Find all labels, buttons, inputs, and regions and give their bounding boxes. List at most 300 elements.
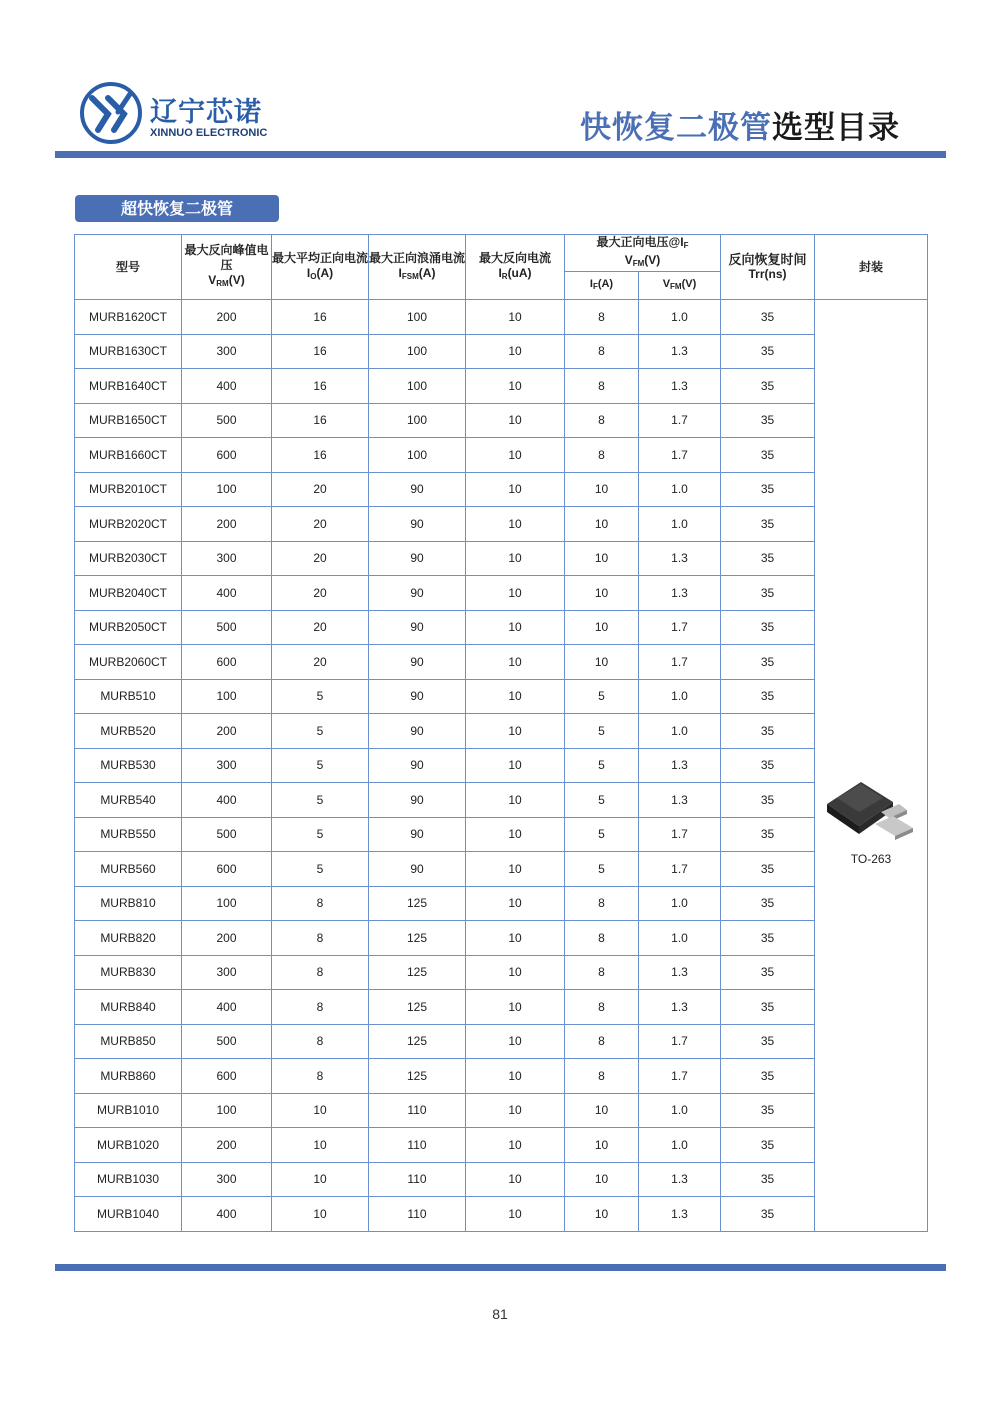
cell-ifsm: 125	[369, 1024, 466, 1059]
cell-model: MURB520	[75, 714, 182, 749]
cell-if: 10	[565, 1197, 639, 1232]
cell-ifsm: 100	[369, 334, 466, 369]
header-trr-label: 反向恢复时间	[728, 252, 807, 267]
cell-model: MURB850	[75, 1024, 182, 1059]
cell-vrrm: 200	[182, 507, 272, 542]
cell-vrrm: 300	[182, 1162, 272, 1197]
table-row	[75, 1093, 928, 1128]
cell-trr: 35	[721, 334, 815, 369]
cell-io: 8	[272, 886, 369, 921]
header-io-label: 最大平均正向电流	[272, 250, 369, 265]
cell-trr: 35	[721, 438, 815, 473]
cell-vrrm: 300	[182, 748, 272, 783]
table-row	[75, 1197, 928, 1232]
cell-ifsm: 100	[369, 300, 466, 335]
table-row	[75, 403, 928, 438]
cell-io: 16	[272, 300, 369, 335]
header-model: 型号	[75, 235, 182, 300]
cell-trr: 35	[721, 576, 815, 611]
cell-vfm: 1.3	[639, 783, 721, 818]
cell-if: 8	[565, 990, 639, 1025]
cell-ifsm: 100	[369, 369, 466, 404]
cell-ifsm: 90	[369, 748, 466, 783]
cell-ifsm: 90	[369, 541, 466, 576]
table-row	[75, 334, 928, 369]
cell-trr: 35	[721, 1197, 815, 1232]
cell-model: MURB860	[75, 1059, 182, 1094]
cell-vfm: 1.7	[639, 1024, 721, 1059]
xinnuo-logo-icon	[78, 80, 144, 146]
logo-english-name: XINNUO ELECTRONIC	[150, 127, 268, 139]
cell-vrrm: 500	[182, 1024, 272, 1059]
table-row	[75, 679, 928, 714]
page-title-part2: 选型目录	[772, 110, 900, 146]
company-logo	[78, 80, 278, 150]
cell-model: MURB2050CT	[75, 610, 182, 645]
header-vf-label	[565, 235, 720, 253]
vf-label-text: 最大正向电压@I	[596, 235, 684, 249]
cell-vrrm: 400	[182, 783, 272, 818]
cell-model: MURB1660CT	[75, 438, 182, 473]
cell-ifsm: 90	[369, 645, 466, 680]
cell-vfm: 1.3	[639, 955, 721, 990]
cell-if: 8	[565, 403, 639, 438]
cell-trr: 35	[721, 1128, 815, 1163]
cell-model: MURB550	[75, 817, 182, 852]
table-row	[75, 541, 928, 576]
cell-ifsm: 90	[369, 507, 466, 542]
cell-if: 10	[565, 472, 639, 507]
cell-ifsm: 90	[369, 610, 466, 645]
cell-vfm: 1.7	[639, 403, 721, 438]
cell-io: 5	[272, 852, 369, 887]
cell-ir: 10	[466, 1197, 565, 1232]
logo-chinese-name: 辽宁芯诺	[150, 97, 262, 128]
io-unit: (A)	[316, 265, 334, 280]
cell-vrrm: 300	[182, 541, 272, 576]
cell-vfm: 1.7	[639, 610, 721, 645]
cell-io: 16	[272, 403, 369, 438]
cell-model: MURB1630CT	[75, 334, 182, 369]
cell-if: 8	[565, 438, 639, 473]
cell-vfm: 1.3	[639, 748, 721, 783]
cell-vrrm: 200	[182, 921, 272, 956]
cell-vrrm: 600	[182, 1059, 272, 1094]
table-row	[75, 990, 928, 1025]
vrrm-symbol: V	[208, 273, 217, 287]
cell-ir: 10	[466, 438, 565, 473]
cell-io: 20	[272, 645, 369, 680]
header-ir	[466, 235, 565, 300]
cell-trr: 35	[721, 610, 815, 645]
vfm-subscript: FM	[670, 282, 682, 291]
cell-vrrm: 500	[182, 610, 272, 645]
cell-trr: 35	[721, 955, 815, 990]
cell-trr: 35	[721, 472, 815, 507]
cell-if: 8	[565, 921, 639, 956]
table-row	[75, 817, 928, 852]
cell-vfm: 1.3	[639, 1197, 721, 1232]
cell-vrrm: 200	[182, 300, 272, 335]
cell-vfm: 1.3	[639, 369, 721, 404]
cell-io: 20	[272, 610, 369, 645]
cell-ir: 10	[466, 541, 565, 576]
cell-if: 5	[565, 748, 639, 783]
cell-model: MURB1620CT	[75, 300, 182, 335]
cell-vfm: 1.0	[639, 921, 721, 956]
cell-vfm: 1.7	[639, 852, 721, 887]
table-row	[75, 783, 928, 818]
cell-io: 5	[272, 817, 369, 852]
cell-trr: 35	[721, 300, 815, 335]
cell-ir: 10	[466, 679, 565, 714]
ir-symbol: I	[498, 265, 502, 280]
cell-ifsm: 110	[369, 1162, 466, 1197]
header-vrrm	[182, 235, 272, 300]
vf-symbol: V	[624, 253, 633, 267]
cell-model: MURB2030CT	[75, 541, 182, 576]
cell-io: 20	[272, 541, 369, 576]
cell-if: 8	[565, 1024, 639, 1059]
cell-io: 5	[272, 783, 369, 818]
cell-ir: 10	[466, 507, 565, 542]
header-io-unit	[272, 266, 368, 284]
cell-ir: 10	[466, 403, 565, 438]
cell-ir: 10	[466, 955, 565, 990]
cell-model: MURB2020CT	[75, 507, 182, 542]
cell-if: 5	[565, 783, 639, 818]
cell-io: 20	[272, 576, 369, 611]
cell-ir: 10	[466, 1162, 565, 1197]
cell-vfm: 1.3	[639, 990, 721, 1025]
cell-ifsm: 125	[369, 990, 466, 1025]
cell-trr: 35	[721, 1024, 815, 1059]
vrrm-unit: (V)	[228, 273, 245, 287]
if-unit: (A)	[597, 278, 614, 290]
header-trr	[721, 235, 815, 300]
cell-vfm: 1.0	[639, 1093, 721, 1128]
cell-vfm: 1.7	[639, 438, 721, 473]
header-trr-unit: Trr(ns)	[748, 267, 787, 281]
cell-ifsm: 100	[369, 438, 466, 473]
cell-io: 10	[272, 1093, 369, 1128]
cell-vfm: 1.3	[639, 334, 721, 369]
cell-vrrm: 300	[182, 955, 272, 990]
cell-trr: 35	[721, 369, 815, 404]
cell-model: MURB1020	[75, 1128, 182, 1163]
header-if	[565, 272, 639, 300]
cell-io: 10	[272, 1128, 369, 1163]
vfm-unit: (V)	[681, 278, 697, 290]
table-row	[75, 852, 928, 887]
cell-trr: 35	[721, 921, 815, 956]
cell-vfm: 1.7	[639, 817, 721, 852]
cell-ifsm: 110	[369, 1128, 466, 1163]
cell-vrrm: 400	[182, 576, 272, 611]
header-package: 封装	[815, 235, 928, 300]
cell-ir: 10	[466, 1059, 565, 1094]
cell-ifsm: 125	[369, 1059, 466, 1094]
header-ir-label: 最大反向电流	[478, 250, 551, 265]
cell-trr: 35	[721, 679, 815, 714]
cell-trr: 35	[721, 645, 815, 680]
cell-ifsm: 110	[369, 1093, 466, 1128]
ifsm-symbol: I	[398, 265, 402, 280]
cell-io: 8	[272, 990, 369, 1025]
header-vrrm-label: 最大反向峰值电压	[184, 243, 269, 272]
table-row	[75, 576, 928, 611]
cell-model: MURB830	[75, 955, 182, 990]
top-divider	[55, 151, 946, 158]
cell-if: 10	[565, 541, 639, 576]
cell-io: 16	[272, 369, 369, 404]
cell-if: 10	[565, 1128, 639, 1163]
cell-vfm: 1.0	[639, 714, 721, 749]
cell-vrrm: 500	[182, 403, 272, 438]
cell-io: 8	[272, 921, 369, 956]
cell-vrrm: 400	[182, 1197, 272, 1232]
cell-io: 5	[272, 679, 369, 714]
cell-io: 5	[272, 714, 369, 749]
cell-vrrm: 100	[182, 679, 272, 714]
cell-ifsm: 90	[369, 472, 466, 507]
cell-if: 8	[565, 1059, 639, 1094]
cell-ifsm: 90	[369, 714, 466, 749]
cell-ifsm: 100	[369, 403, 466, 438]
cell-vrrm: 600	[182, 645, 272, 680]
cell-model: MURB1640CT	[75, 369, 182, 404]
cell-trr: 35	[721, 1162, 815, 1197]
cell-io: 8	[272, 1059, 369, 1094]
cell-ifsm: 90	[369, 783, 466, 818]
cell-model: MURB1040	[75, 1197, 182, 1232]
section-label: 超快恢复二极管	[75, 195, 279, 222]
cell-ir: 10	[466, 334, 565, 369]
cell-if: 10	[565, 1162, 639, 1197]
cell-vrrm: 100	[182, 472, 272, 507]
cell-vfm: 1.0	[639, 679, 721, 714]
cell-vrrm: 400	[182, 369, 272, 404]
if-subscript: F	[592, 282, 598, 291]
cell-trr: 35	[721, 783, 815, 818]
cell-trr: 35	[721, 403, 815, 438]
cell-trr: 35	[721, 507, 815, 542]
cell-vfm: 1.0	[639, 472, 721, 507]
cell-ir: 10	[466, 921, 565, 956]
cell-if: 5	[565, 817, 639, 852]
table-row	[75, 1059, 928, 1094]
cell-if: 8	[565, 334, 639, 369]
cell-vfm: 1.0	[639, 300, 721, 335]
cell-if: 8	[565, 955, 639, 990]
table-row	[75, 610, 928, 645]
ir-subscript: R	[501, 271, 508, 281]
vf-subscript: FM	[632, 259, 645, 268]
package-name: TO-263	[850, 852, 892, 867]
cell-vrrm: 600	[182, 438, 272, 473]
cell-if: 8	[565, 886, 639, 921]
header-ifsm	[369, 235, 466, 300]
cell-if: 10	[565, 645, 639, 680]
cell-ir: 10	[466, 886, 565, 921]
cell-model: MURB560	[75, 852, 182, 887]
cell-model: MURB1030	[75, 1162, 182, 1197]
cell-ir: 10	[466, 990, 565, 1025]
cell-trr: 35	[721, 990, 815, 1025]
spec-table	[74, 234, 928, 1232]
cell-model: MURB1010	[75, 1093, 182, 1128]
cell-vfm: 1.0	[639, 507, 721, 542]
cell-if: 5	[565, 852, 639, 887]
cell-ifsm: 90	[369, 817, 466, 852]
cell-model: MURB540	[75, 783, 182, 818]
to263-package-icon	[823, 774, 919, 850]
package-cell	[815, 300, 928, 1232]
io-symbol: I	[306, 265, 311, 280]
cell-vfm: 1.3	[639, 576, 721, 611]
cell-if: 10	[565, 507, 639, 542]
cell-ifsm: 125	[369, 886, 466, 921]
table-row	[75, 1024, 928, 1059]
cell-vfm: 1.3	[639, 1162, 721, 1197]
table-row	[75, 921, 928, 956]
cell-ir: 10	[466, 645, 565, 680]
table-row	[75, 1128, 928, 1163]
cell-io: 20	[272, 507, 369, 542]
ifsm-subscript: FSM	[401, 271, 419, 281]
cell-io: 20	[272, 472, 369, 507]
header-vf-unit	[565, 253, 720, 271]
cell-model: MURB2060CT	[75, 645, 182, 680]
cell-vfm: 1.7	[639, 645, 721, 680]
cell-ir: 10	[466, 748, 565, 783]
cell-vrrm: 400	[182, 990, 272, 1025]
cell-ir: 10	[466, 1093, 565, 1128]
cell-ir: 10	[466, 852, 565, 887]
cell-vrrm: 300	[182, 334, 272, 369]
cell-trr: 35	[721, 541, 815, 576]
cell-vrrm: 200	[182, 714, 272, 749]
header-vrrm-unit	[182, 273, 271, 291]
cell-ir: 10	[466, 1024, 565, 1059]
cell-ifsm: 90	[369, 852, 466, 887]
header-ir-unit	[466, 266, 564, 284]
cell-vrrm: 100	[182, 1093, 272, 1128]
cell-trr: 35	[721, 1093, 815, 1128]
cell-trr: 35	[721, 1059, 815, 1094]
header-vfm	[639, 272, 721, 300]
io-subscript: O	[310, 271, 317, 281]
if-symbol: I	[589, 278, 593, 290]
table-row	[75, 472, 928, 507]
cell-ir: 10	[466, 610, 565, 645]
cell-if: 10	[565, 576, 639, 611]
cell-model: MURB510	[75, 679, 182, 714]
cell-vfm: 1.7	[639, 1059, 721, 1094]
table-row	[75, 369, 928, 404]
cell-ir: 10	[466, 1128, 565, 1163]
table-row	[75, 748, 928, 783]
cell-ir: 10	[466, 369, 565, 404]
cell-io: 5	[272, 748, 369, 783]
page-title	[580, 102, 900, 147]
cell-trr: 35	[721, 852, 815, 887]
cell-ir: 10	[466, 817, 565, 852]
cell-ir: 10	[466, 714, 565, 749]
vf-unit: (V)	[644, 253, 661, 267]
cell-if: 10	[565, 610, 639, 645]
cell-if: 8	[565, 300, 639, 335]
header-ifsm-unit	[369, 266, 465, 284]
cell-trr: 35	[721, 886, 815, 921]
table-row	[75, 438, 928, 473]
ifsm-unit: (A)	[418, 265, 436, 280]
table-row	[75, 645, 928, 680]
cell-trr: 35	[721, 748, 815, 783]
table-row	[75, 886, 928, 921]
vf-label-subscript: F	[683, 241, 689, 250]
cell-model: MURB820	[75, 921, 182, 956]
vfm-symbol: V	[662, 278, 671, 290]
cell-ifsm: 90	[369, 576, 466, 611]
cell-ifsm: 90	[369, 679, 466, 714]
cell-vfm: 1.0	[639, 1128, 721, 1163]
table-row	[75, 300, 928, 335]
page-number: 81	[492, 1306, 508, 1322]
cell-ir: 10	[466, 783, 565, 818]
cell-model: MURB2010CT	[75, 472, 182, 507]
header-vf	[565, 235, 721, 272]
cell-vfm: 1.3	[639, 541, 721, 576]
ir-unit: (uA)	[507, 265, 532, 280]
cell-vrrm: 600	[182, 852, 272, 887]
cell-ifsm: 125	[369, 921, 466, 956]
cell-ir: 10	[466, 300, 565, 335]
cell-io: 16	[272, 334, 369, 369]
cell-ir: 10	[466, 472, 565, 507]
cell-model: MURB840	[75, 990, 182, 1025]
cell-if: 10	[565, 1093, 639, 1128]
cell-if: 5	[565, 679, 639, 714]
cell-ir: 10	[466, 576, 565, 611]
cell-vfm: 1.0	[639, 886, 721, 921]
header-io	[272, 235, 369, 300]
table-row	[75, 507, 928, 542]
cell-io: 8	[272, 1024, 369, 1059]
package-illustration	[815, 664, 927, 866]
page-title-part1: 快恢复二极管	[580, 110, 772, 146]
cell-model: MURB810	[75, 886, 182, 921]
cell-if: 8	[565, 369, 639, 404]
cell-vrrm: 100	[182, 886, 272, 921]
table-row	[75, 1162, 928, 1197]
cell-trr: 35	[721, 817, 815, 852]
spec-table-body	[75, 300, 928, 1232]
cell-io: 8	[272, 955, 369, 990]
cell-io: 16	[272, 438, 369, 473]
cell-ifsm: 125	[369, 955, 466, 990]
table-row	[75, 955, 928, 990]
header-ifsm-label: 最大正向浪涌电流	[369, 250, 466, 265]
cell-if: 5	[565, 714, 639, 749]
cell-model: MURB530	[75, 748, 182, 783]
cell-ifsm: 110	[369, 1197, 466, 1232]
cell-io: 10	[272, 1162, 369, 1197]
vrrm-subscript: RM	[216, 279, 229, 288]
cell-model: MURB2040CT	[75, 576, 182, 611]
cell-io: 10	[272, 1197, 369, 1232]
cell-vrrm: 200	[182, 1128, 272, 1163]
